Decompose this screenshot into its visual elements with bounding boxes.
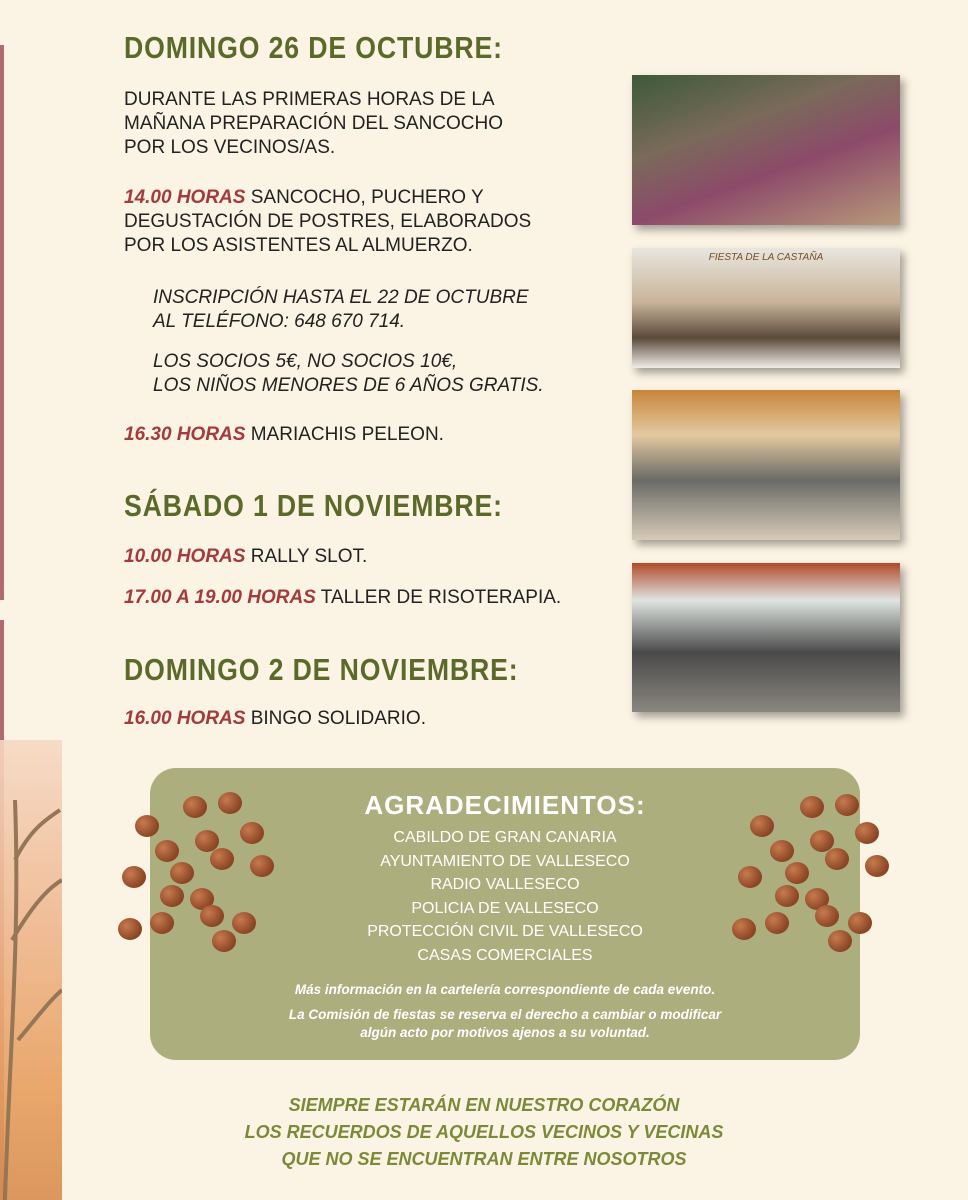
event-taller: 17.00 A 19.00 HORAS TALLER DE RISOTERAPIA. (124, 587, 562, 608)
day-heading: DOMINGO 26 DE OCTUBRE: (124, 30, 503, 65)
event-bingo: 16.00 HORAS BINGO SOLIDARIO. (124, 708, 426, 729)
thanks-list: CABILDO DE GRAN CANARIA AYUNTAMIENTO DE VALLESECO RADIO VALLESECO POLICIA DE VALLESECO PROTECCIÓN CIVIL DE VALLESECO CASAS COMERCIALES (367, 829, 643, 964)
day-heading: SÁBADO 1 DE NOVIEMBRE: (124, 488, 503, 523)
event-mariachis: 16.30 HORAS MARIACHIS PELEON. (124, 424, 444, 445)
thanks-box (150, 768, 860, 1060)
left-border (0, 45, 4, 600)
info-note: Más información en la cartelería correspondiente de cada evento. (294, 982, 716, 997)
day-heading: DOMINGO 2 DE NOVIEMBRE: (124, 652, 519, 687)
registration-info: INSCRIPCIÓN HASTA EL 22 DE OCTUBRE AL TELÉFONO: 648 670 714. (153, 287, 529, 332)
photo-volunteers (632, 390, 900, 540)
photo-group: FIESTA DE LA CASTAÑA (632, 248, 900, 368)
event-lunch: 14.00 HORAS SANCOCHO, PUCHERO Y DEGUSTACIÓN DE POSTRES, ELABORADOS POR LOS ASISTENTES AL ALMUERZO. (124, 187, 532, 256)
event-rally: 10.00 HORAS RALLY SLOT. (124, 546, 368, 567)
disclaimer: La Comisión de fiestas se reserva el derecho a cambiar o modificar algún acto por motivos ajenos a su voluntad. (288, 1007, 722, 1040)
memorial-footer: SIEMPRE ESTARÁN EN NUESTRO CORAZÓN LOS RECUERDOS DE AQUELLOS VECINOS Y VECINAS QUE NO SE ENCUENTRAN ENTRE NOSOTROS (244, 1095, 724, 1169)
intro-text: DURANTE LAS PRIMERAS HORAS DE LA MAÑANA PREPARACIÓN DEL SANCOCHO POR LOS VECINOS/AS. (124, 89, 504, 158)
thanks-title: AGRADECIMIENTOS: (364, 790, 646, 820)
photo-audience (632, 563, 900, 712)
price-info: LOS SOCIOS 5€, NO SOCIOS 10€, LOS NIÑOS MENORES DE 6 AÑOS GRATIS. (153, 351, 544, 396)
photo-cooking (632, 75, 900, 225)
